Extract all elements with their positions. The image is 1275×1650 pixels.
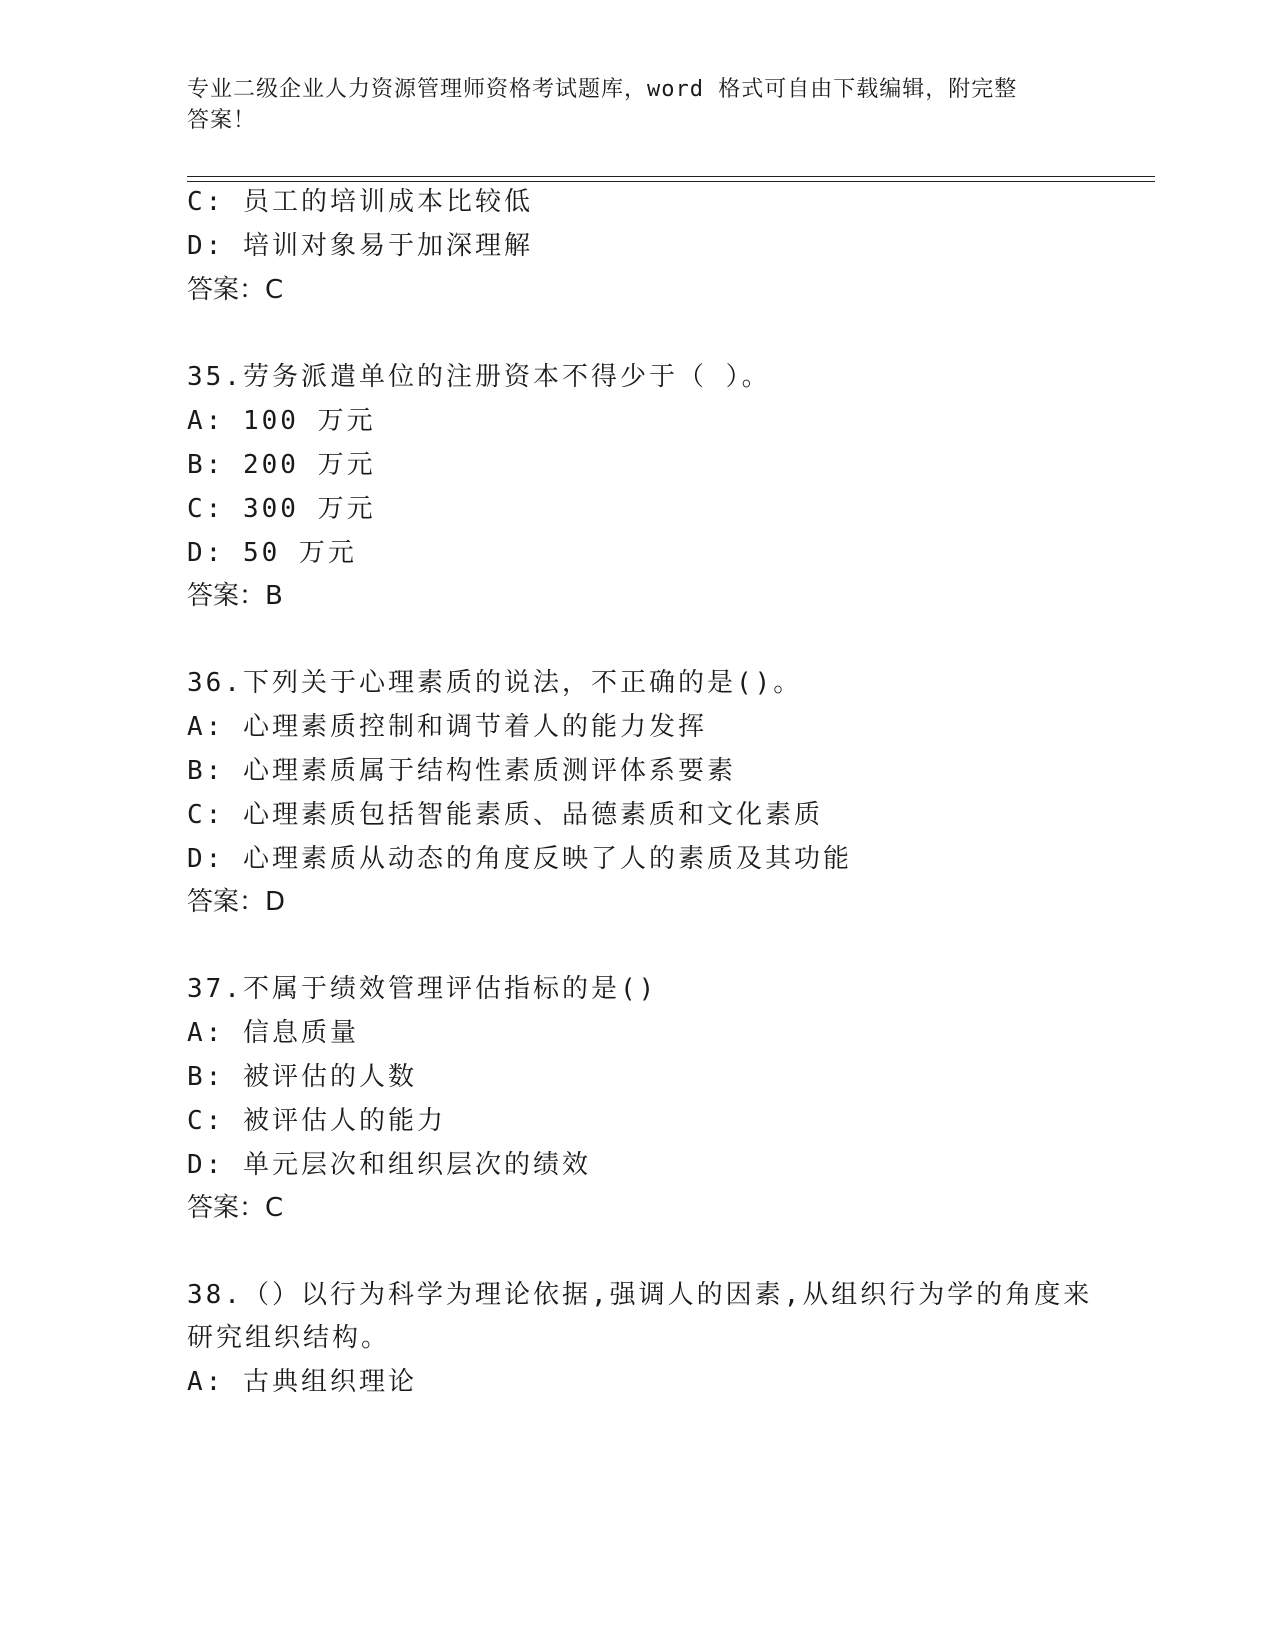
q36-option-b: B: 心理素质属于结构性素质测评体系要素: [187, 756, 736, 786]
q38-option-a: A: 古典组织理论: [187, 1367, 417, 1397]
q38-stem-line-2: 研究组织结构。: [187, 1323, 391, 1353]
header-divider-top: [187, 176, 1155, 177]
header-line-1: 专业二级企业人力资源管理师资格考试题库，word 格式可自由下载编辑，附完整: [187, 77, 1018, 102]
q35-option-c: C: 300 万元: [187, 494, 376, 524]
q37-option-c: C: 被评估人的能力: [187, 1106, 446, 1136]
q36-stem: 36.下列关于心理素质的说法，不正确的是()。: [187, 668, 803, 698]
q35-stem: 35.劳务派遣单位的注册资本不得少于（ ）。: [187, 362, 771, 392]
prev-option-d: D: 培训对象易于加深理解: [187, 231, 533, 261]
q37-option-b: B: 被评估的人数: [187, 1062, 417, 1092]
q35-option-a: A: 100 万元: [187, 406, 376, 436]
q35-option-d: D: 50 万元: [187, 538, 357, 568]
q37-option-a: A: 信息质量: [187, 1018, 359, 1048]
q36-answer: 答案：D: [187, 887, 286, 917]
header-divider-bottom: [187, 181, 1155, 182]
document-header: [187, 74, 1067, 136]
q37-answer: 答案：C: [187, 1193, 284, 1223]
q36-option-c: C: 心理素质包括智能素质、品德素质和文化素质: [187, 800, 823, 830]
q35-answer: 答案：B: [187, 581, 283, 611]
prev-option-c: C: 员工的培训成本比较低: [187, 187, 533, 217]
q37-option-d: D: 单元层次和组织层次的绩效: [187, 1150, 591, 1180]
q35-option-b: B: 200 万元: [187, 450, 376, 480]
prev-answer: 答案：C: [187, 275, 284, 305]
q36-option-d: D: 心理素质从动态的角度反映了人的素质及其功能: [187, 844, 852, 874]
q37-stem: 37.不属于绩效管理评估指标的是(): [187, 974, 658, 1004]
header-line-2: 答案！: [187, 108, 257, 133]
q38-stem-line-1: 38.（）以行为科学为理论依据,强调人的因素,从组织行为学的角度来: [187, 1280, 1093, 1310]
q36-option-a: A: 心理素质控制和调节着人的能力发挥: [187, 712, 707, 742]
